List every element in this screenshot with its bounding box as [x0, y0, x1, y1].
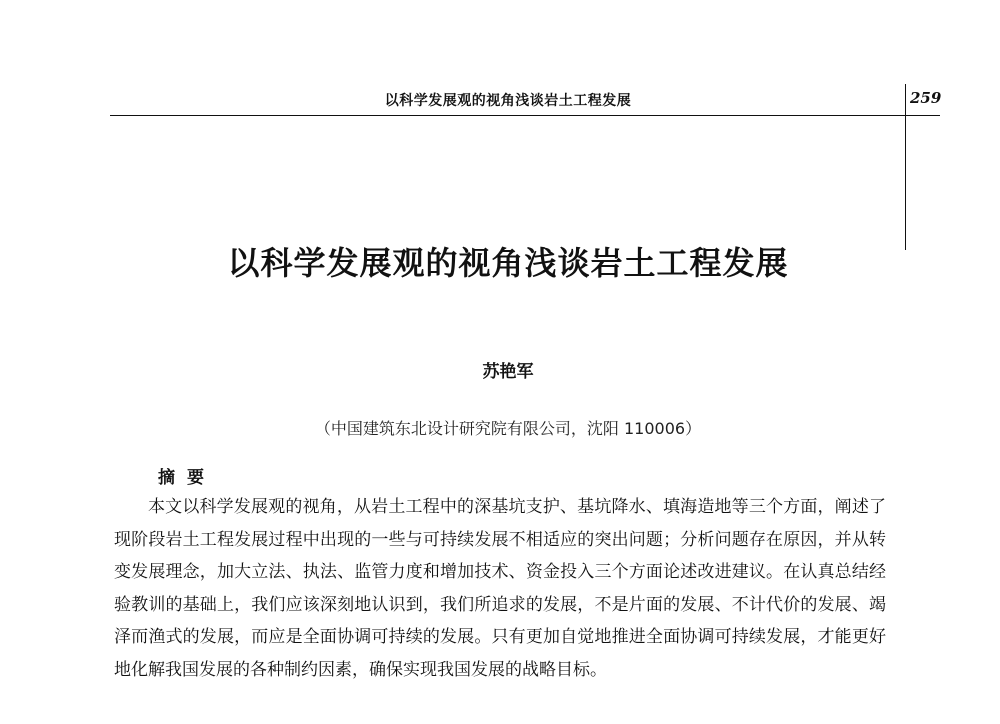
- author-affiliation: （中国建筑东北设计研究院有限公司，沈阳 110006）: [314, 419, 702, 438]
- author-name: 苏艳军: [482, 362, 534, 382]
- abstract-body: 本文以科学发展观的视角，从岩土工程中的深基坑支护、基坑降水、填海造地等三个方面，阐述了现阶段岩土工程发展过程中出现的一些与可持续发展不相适应的突出问题；分析问题存在原因，并从转变发展理念，加大立法、执法、监管力度和增加技术、资金投入三个方面论述改进建议。在认真总结经验教训的基础上，我们应该深刻地认识到，我们所追求的发展，不是片面的发展、不计代价的发展、竭泽而渔式的发展，而应是全面协调可持续的发展。只有更加自觉地推进全面协调可持续发展，才能更好地化解我国发展的各种制约因素，确保实现我国发展的战略目标。: [114, 497, 886, 680]
- running-header: 以科学发展观的视角浅谈岩土工程发展: [384, 93, 632, 109]
- margin-rule: [905, 84, 906, 250]
- abstract-heading: 摘要: [158, 468, 216, 488]
- page-number: 259: [910, 89, 942, 107]
- paper-title: 以科学发展观的视角浅谈岩土工程发展: [227, 244, 789, 282]
- header-rule: [110, 115, 940, 116]
